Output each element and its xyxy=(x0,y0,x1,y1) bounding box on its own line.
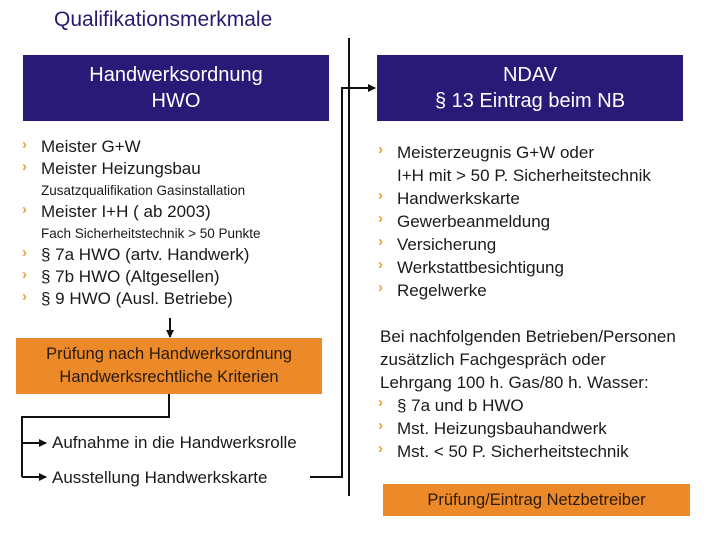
additional-requirements-text xyxy=(380,325,676,394)
additional-requirements-list xyxy=(378,394,629,463)
chevron-right-icon: › xyxy=(378,187,383,204)
chevron-right-icon: › xyxy=(378,141,383,158)
item-main: Meister G+W xyxy=(41,137,141,156)
list-item xyxy=(22,266,261,288)
item-main: Mst. Heizungsbauhandwerk xyxy=(397,419,607,438)
ndav-requirement-list xyxy=(378,141,651,302)
item-main: § 9 HWO (Ausl. Betriebe) xyxy=(41,289,233,308)
item-main: § 7b HWO (Altgesellen) xyxy=(41,267,220,286)
list-item xyxy=(378,394,629,417)
pruefung-line1: Prüfung nach Handwerksordnung xyxy=(46,345,292,363)
chevron-right-icon: › xyxy=(22,266,27,283)
outcome-handwerksrolle: Aufnahme in die Handwerksrolle xyxy=(52,433,297,452)
info-line2: zusätzlich Fachgespräch oder xyxy=(380,350,606,369)
item-sub: Fach Sicherheitstechnik > 50 Punkte xyxy=(41,226,261,241)
item-main: Regelwerke xyxy=(397,281,487,300)
item-main: Meisterzeugnis G+W oder xyxy=(397,143,594,162)
item-main: Handwerkskarte xyxy=(397,189,520,208)
info-line1: Bei nachfolgenden Betrieben/Personen xyxy=(380,327,676,346)
list-item xyxy=(378,233,651,256)
chevron-right-icon: › xyxy=(378,417,383,434)
chevron-right-icon: › xyxy=(22,201,27,218)
item-sub: Zusatzqualifikation Gasinstallation xyxy=(41,183,246,198)
chevron-right-icon: › xyxy=(378,394,383,411)
list-item xyxy=(378,417,629,440)
item-main: Gewerbeanmeldung xyxy=(397,212,551,231)
hwo-header-box xyxy=(23,55,329,121)
item-main: Meister I+H ( ab 2003) xyxy=(41,202,211,221)
ndav-header-line1: NDAV xyxy=(502,64,558,86)
netz-label: Prüfung/Eintrag Netzbetreiber xyxy=(427,490,646,509)
outcome-handwerkskarte: Ausstellung Handwerkskarte xyxy=(52,468,268,487)
chevron-right-icon: › xyxy=(378,210,383,227)
chevron-right-icon: › xyxy=(22,136,27,153)
item-main: § 7a HWO (artv. Handwerk) xyxy=(41,245,250,264)
chevron-right-icon: › xyxy=(378,233,383,250)
chevron-right-icon: › xyxy=(22,288,27,305)
chevron-right-icon: › xyxy=(378,256,383,273)
netzbetreiber-pruefung-box xyxy=(383,484,690,516)
ndav-header-box xyxy=(377,55,683,121)
hwo-pruefung-box xyxy=(16,338,322,394)
item-main: § 7a und b HWO xyxy=(397,396,524,415)
hwo-qualification-list xyxy=(22,136,261,310)
item-main: Meister Heizungsbau xyxy=(41,159,201,178)
item-main: Werkstattbesichtigung xyxy=(397,258,564,277)
pruefung-line2: Handwerksrechtliche Kriterien xyxy=(59,368,279,386)
chevron-right-icon: › xyxy=(22,244,27,261)
list-item xyxy=(22,136,261,158)
info-line3: Lehrgang 100 h. Gas/80 h. Wasser: xyxy=(380,373,649,392)
chevron-right-icon: › xyxy=(22,158,27,175)
item-continuation: I+H mit > 50 P. Sicherheitstechnik xyxy=(397,166,651,185)
hwo-header-line2: HWO xyxy=(151,90,201,112)
arrow-to-ndav xyxy=(310,88,375,477)
item-main: Mst. < 50 P. Sicherheitstechnik xyxy=(397,442,629,461)
list-item xyxy=(22,288,261,310)
diagram-title: Qualifikationsmerkmale xyxy=(54,8,273,31)
list-item xyxy=(22,201,261,244)
list-item xyxy=(378,440,629,463)
list-item xyxy=(22,244,261,266)
list-item xyxy=(378,141,651,187)
list-item xyxy=(22,158,261,201)
ndav-header-line2: § 13 Eintrag beim NB xyxy=(434,90,626,112)
item-main: Versicherung xyxy=(397,235,497,254)
list-item xyxy=(378,187,651,210)
chevron-right-icon: › xyxy=(378,440,383,457)
list-item xyxy=(378,256,651,279)
list-item xyxy=(378,279,651,302)
hwo-header-line1: Handwerksordnung xyxy=(89,64,263,86)
chevron-right-icon: › xyxy=(378,279,383,296)
list-item xyxy=(378,210,651,233)
